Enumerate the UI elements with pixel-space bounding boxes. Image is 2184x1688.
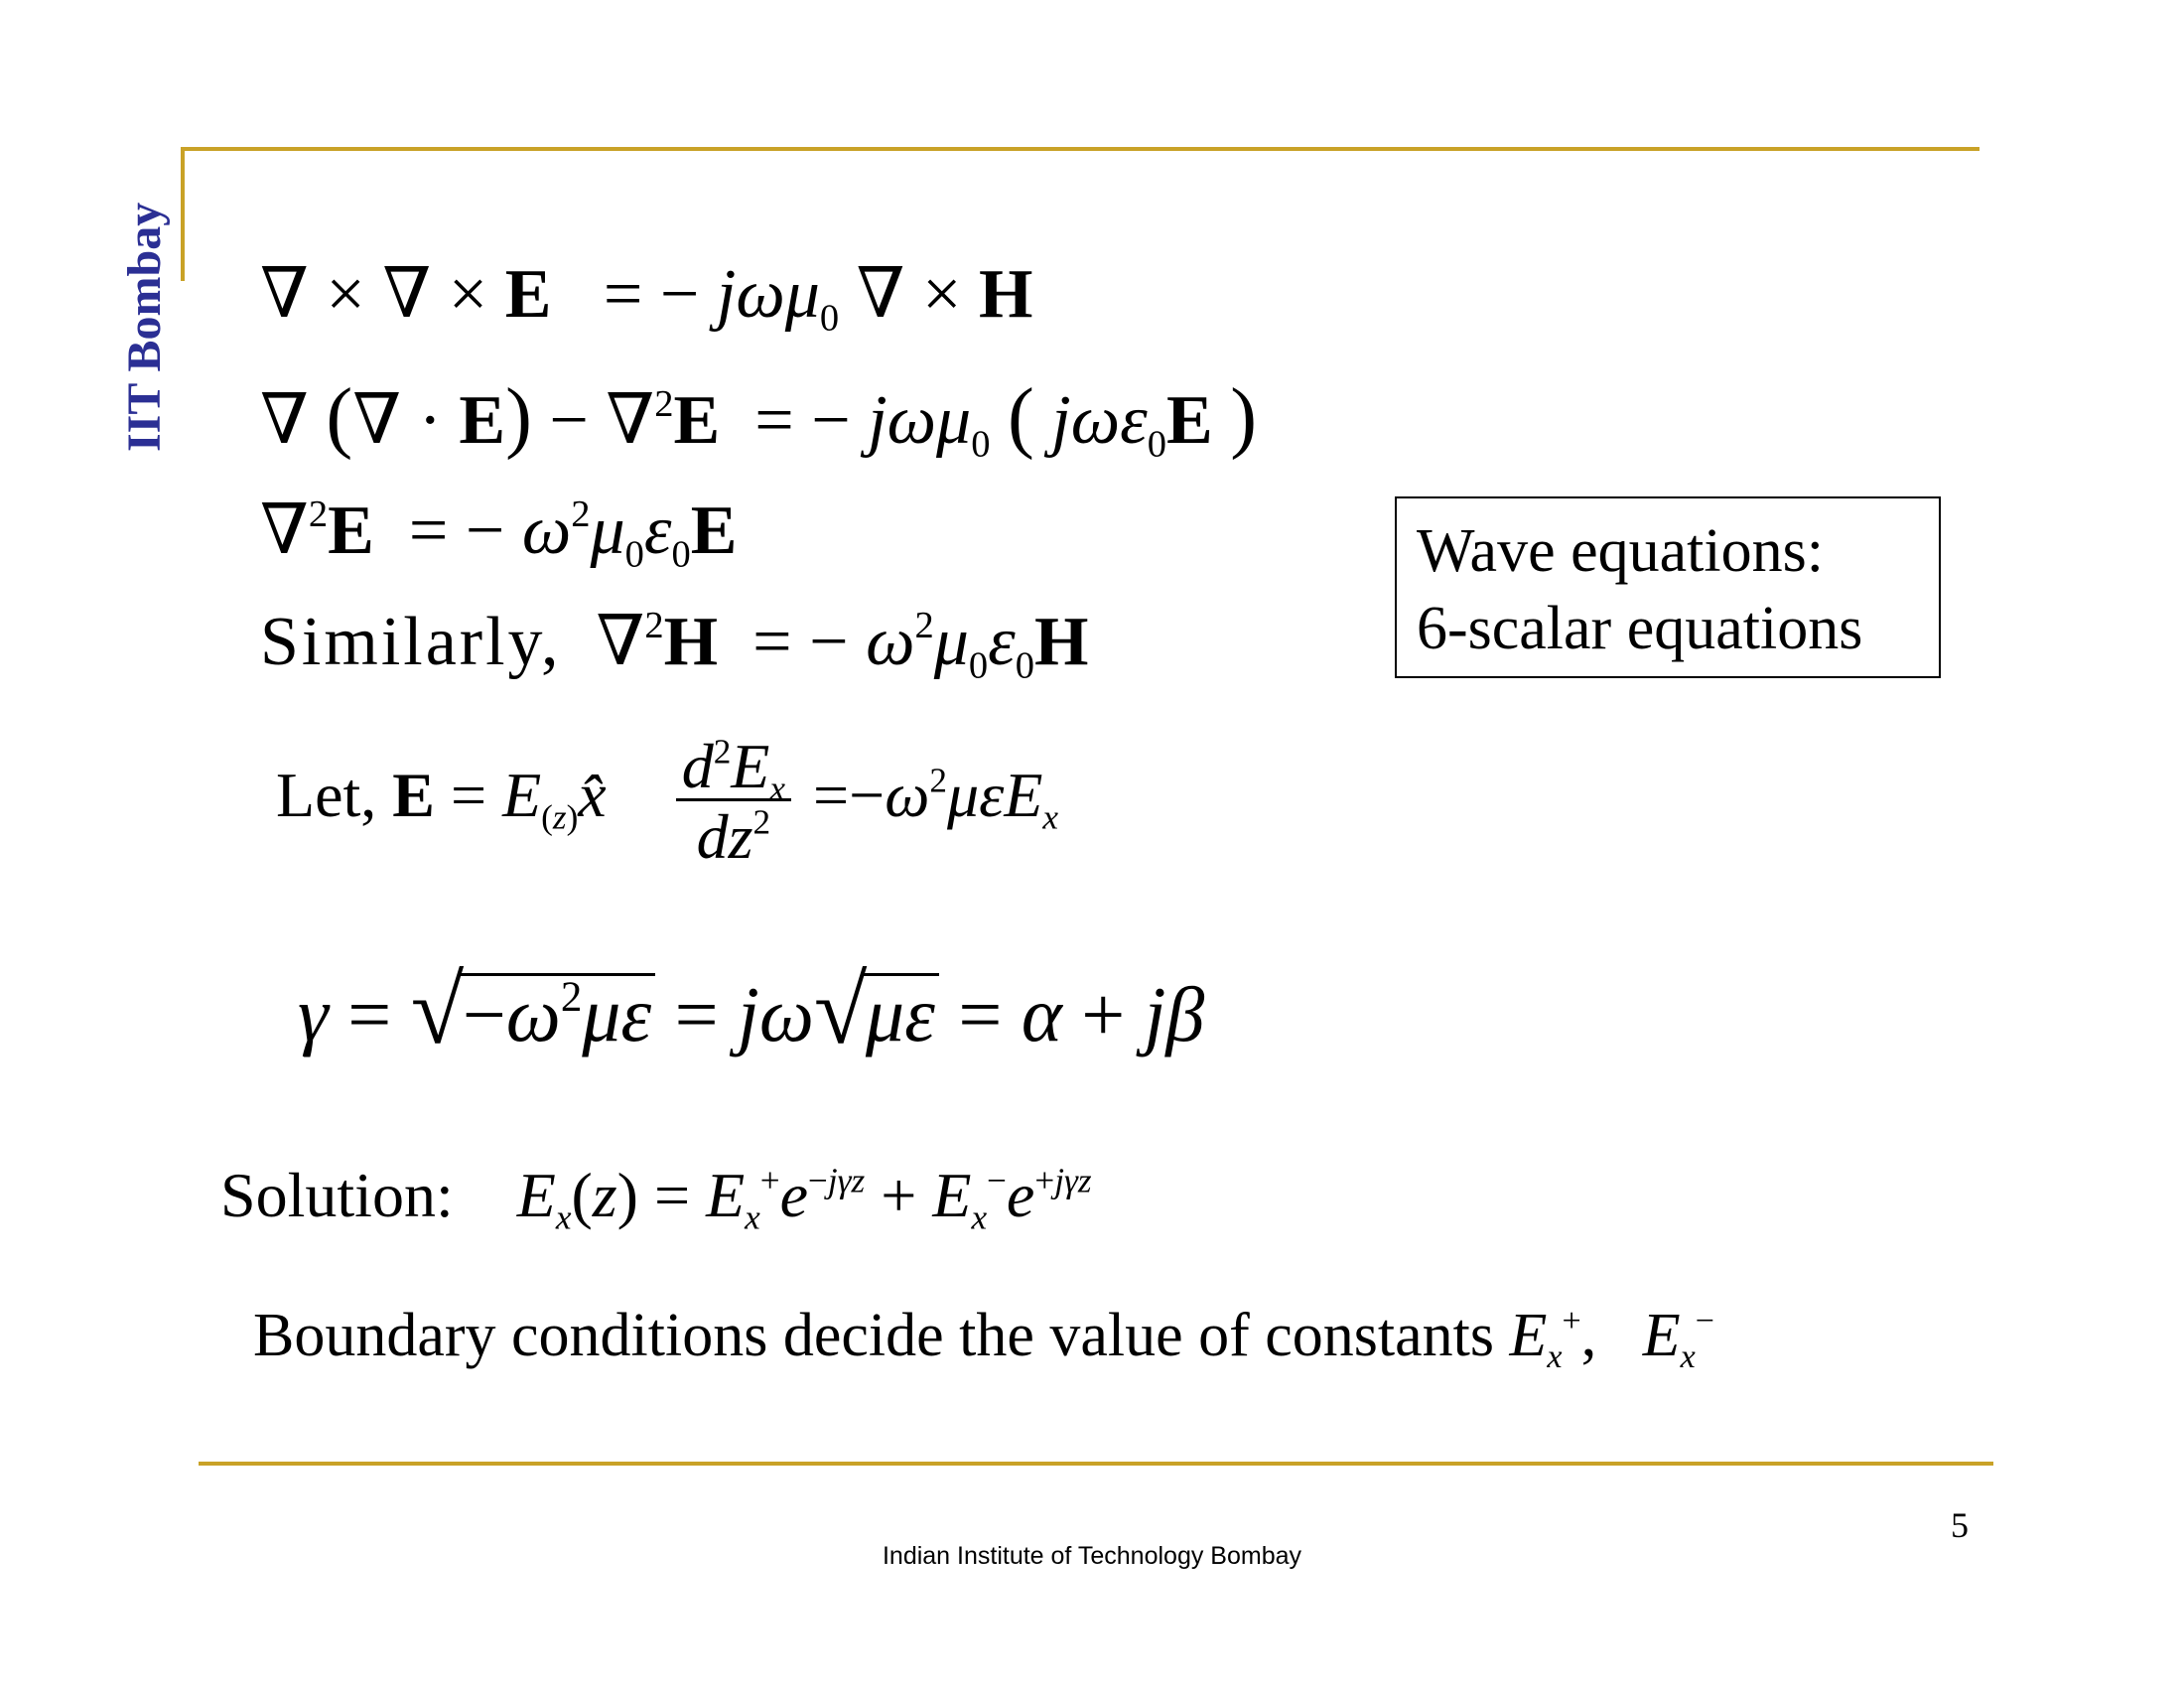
equation-wave-h: Similarly, ∇$^2$H = − $\omega^2\mu_0\varepsilon_0H$	[260, 604, 1089, 687]
solution-label: Solution:	[220, 1160, 454, 1230]
top-rule	[181, 147, 1979, 151]
equation-let: Let, $E = E_{(z)}x̂$ $\frac{d^2E_x}{dz^2}$ $=-\omega^2\mu\varepsilon E_x$	[276, 731, 1059, 872]
equation-curl-curl: ∇ × ∇ × E = − jωμ$_0$ ∇ × H	[260, 256, 1033, 340]
equation-wave-e: ∇$^2$E = − $\omega^2\mu_0\varepsilon_0E$	[260, 492, 738, 576]
wave-box-line2: 6-scalar equations	[1417, 595, 1863, 662]
equation-solution: Solution: $E_x(z) = E_x^+e^{-j\gamma z} + E_x^-e^{+j\gamma z}$	[220, 1160, 1092, 1237]
similarly-label: Similarly,	[260, 604, 562, 680]
sidebar-brand: IIT Bombay	[118, 202, 171, 452]
ode-fraction: $\frac{d^2E_x}{dz^2}$	[676, 735, 791, 869]
page-number: 5	[1951, 1505, 1969, 1545]
let-label: Let,	[276, 760, 377, 831]
boundary-text: Boundary conditions decide the value of constants	[253, 1302, 1495, 1369]
wave-box-line1: Wave equations:	[1417, 517, 1824, 585]
footer-institution: Indian Institute of Technology Bombay	[882, 1542, 1302, 1570]
equation-gamma: γ = √ $-\omega^2\mu\varepsilon = j\omega$ √ με = α + jβ	[298, 957, 1205, 1064]
bottom-rule	[199, 1462, 1993, 1466]
equation-identity: ∇ (∇ · E) − ∇$^2$E = − jωμ$_0$ ( jωε$_0$E )	[260, 372, 1257, 466]
boundary-conditions-line: Boundary conditions decide the value of constants $E_x^+$, $E_x^-$	[253, 1302, 1715, 1375]
wave-equations-box	[1395, 496, 1941, 678]
left-rule	[181, 147, 185, 281]
